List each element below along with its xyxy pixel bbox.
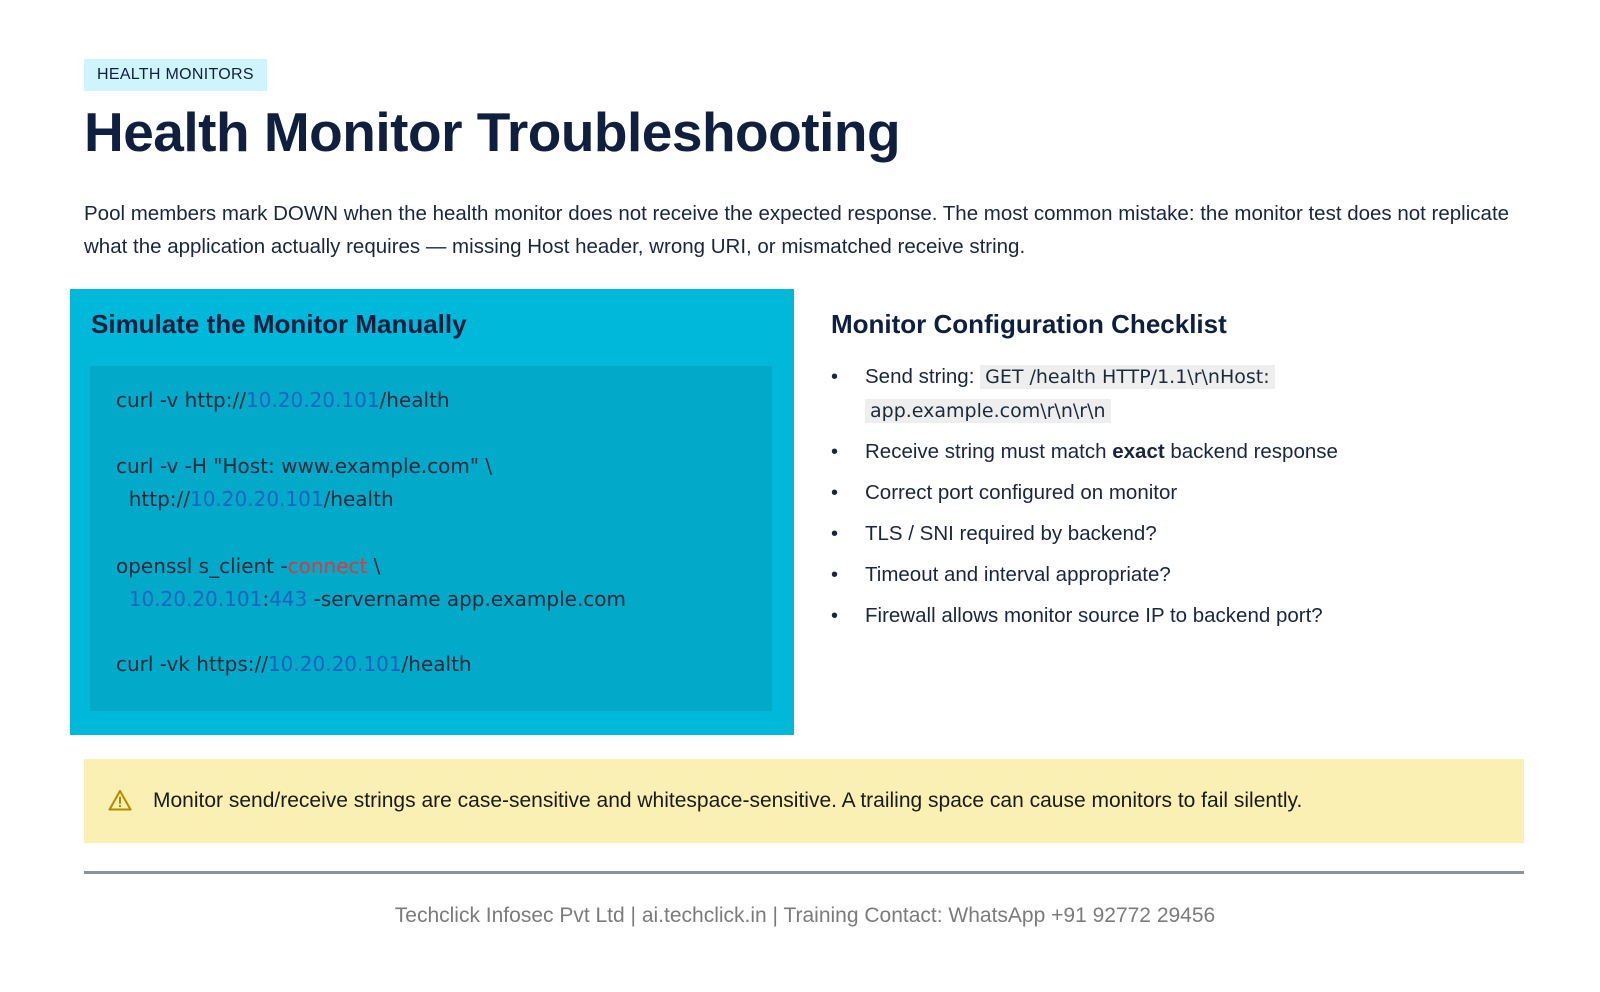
- list-item: • Correct port configured on monitor: [831, 476, 1551, 510]
- warning-text: Monitor send/receive strings are case-sensitive and whitespace-sensitive. A trailing space can cause monitors to fail silently.: [153, 789, 1303, 812]
- section-tag: HEALTH MONITORS: [84, 59, 267, 91]
- divider: [84, 871, 1524, 874]
- page-title: Health Monitor Troubleshooting: [84, 101, 901, 163]
- code-line: curl -v http://10.20.20.101/health: [116, 388, 450, 412]
- list-item: • Send string: GET /health HTTP/1.1\r\nHost: app.example.com\r\n\r\n: [831, 360, 1551, 428]
- list-item: • Receive string must match exact backend response: [831, 435, 1551, 469]
- bullet-icon: •: [831, 605, 839, 627]
- checklist: [831, 360, 1551, 640]
- bullet-icon: •: [831, 482, 839, 504]
- warning-icon: [108, 789, 132, 811]
- footer-text: Techclick Infosec Pvt Ltd | ai.techclick.in | Training Contact: WhatsApp +91 92772 29456: [394, 904, 1216, 927]
- inline-code: GET /health HTTP/1.1\r\nHost:: [980, 365, 1275, 389]
- code-line: http://10.20.20.101/health: [116, 487, 394, 511]
- code-line: curl -vk https://10.20.20.101/health: [116, 652, 472, 676]
- list-item: • TLS / SNI required by backend?: [831, 517, 1551, 551]
- warning-callout: [84, 759, 1524, 843]
- bullet-icon: •: [831, 523, 839, 545]
- bullet-icon: •: [831, 366, 839, 388]
- list-item: • Timeout and interval appropriate?: [831, 558, 1551, 592]
- code-line: 10.20.20.101:443 -servername app.example.com: [128, 587, 627, 611]
- inline-code: app.example.com\r\n\r\n: [865, 399, 1111, 423]
- list-item: • Firewall allows monitor source IP to backend port?: [831, 599, 1551, 633]
- bullet-icon: •: [831, 564, 839, 586]
- intro-paragraph: Pool members mark DOWN when the health monitor does not receive the expected response. The most common mistake: the monitor test does not replicate what the application actually requires — missing Host header, wrong URI, or mismatched receive string.: [84, 202, 1510, 258]
- code-line: curl -v -H "Host: www.example.com" \: [116, 454, 493, 478]
- code-line: openssl s_client -connect \: [116, 554, 381, 578]
- simulate-title: Simulate the Monitor Manually: [91, 309, 467, 339]
- bullet-icon: •: [831, 441, 839, 463]
- simulate-panel: [70, 289, 794, 735]
- code-block: [90, 366, 772, 711]
- checklist-title: Monitor Configuration Checklist: [831, 309, 1227, 339]
